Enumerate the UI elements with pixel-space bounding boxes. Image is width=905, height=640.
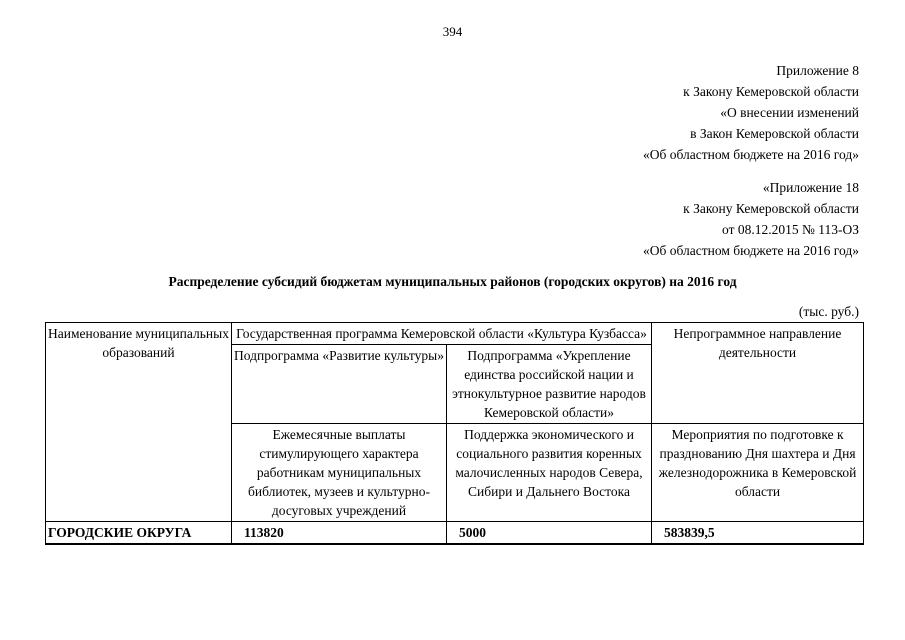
appendix-18-line: к Закону Кемеровской области: [683, 201, 859, 216]
header-activity-stimulus-payments: Ежемесячные выплаты стимулирующего характера работникам муниципальных библиотек, музеев и культурно-досуговых учреждений: [232, 424, 447, 522]
header-municipality: Наименование муниципальных образований: [46, 323, 232, 522]
header-state-program: Государственная программа Кемеровской области «Культура Кузбасса»: [232, 323, 652, 345]
row-value-non-program: 583839,5: [652, 522, 864, 545]
header-subprogram-culture: Подпрограмма «Развитие культуры»: [232, 345, 447, 424]
appendix-18-line: от 08.12.2015 № 113-ОЗ: [722, 222, 859, 237]
row-value-nation-unity: 5000: [447, 522, 652, 545]
appendix-8-header: [643, 60, 859, 165]
appendix-8-line: в Закон Кемеровской области: [690, 126, 859, 141]
header-non-program: Непрограммное направление деятельности: [652, 323, 864, 424]
appendix-8-line: к Закону Кемеровской области: [683, 84, 859, 99]
table-row: [46, 522, 864, 545]
appendix-18-line: «Об областном бюджете на 2016 год»: [643, 243, 859, 258]
appendix-8-line: Приложение 8: [776, 63, 859, 78]
page-number: 394: [442, 24, 463, 39]
subsidy-table: [45, 322, 864, 545]
row-municipality-name: ГОРОДСКИЕ ОКРУГА: [46, 522, 232, 545]
appendix-8-line: «Об областном бюджете на 2016 год»: [643, 147, 859, 162]
units-label: (тыс. руб.): [798, 304, 859, 319]
header-subprogram-nation-unity: Подпрограмма «Укрепление единства российской нации и этнокультурное развитие народов Кемеровской области»: [447, 345, 652, 424]
appendix-18-header: [643, 177, 859, 261]
header-activity-indigenous-support: Поддержка экономического и социального развития коренных малочисленных народов Севера, Сибири и Дальнего Востока: [447, 424, 652, 522]
table-header-row: [46, 323, 864, 345]
appendix-8-line: «О внесении изменений: [720, 105, 859, 120]
row-value-culture: 113820: [232, 522, 447, 545]
appendix-18-line: «Приложение 18: [762, 180, 859, 195]
header-activity-miner-day: Мероприятия по подготовке к празднованию Дня шахтера и Дня железнодорожника в Кемеровской области: [652, 424, 864, 522]
document-title: Распределение субсидий бюджетам муниципальных районов (городских округов) на 2016 год: [168, 274, 737, 289]
